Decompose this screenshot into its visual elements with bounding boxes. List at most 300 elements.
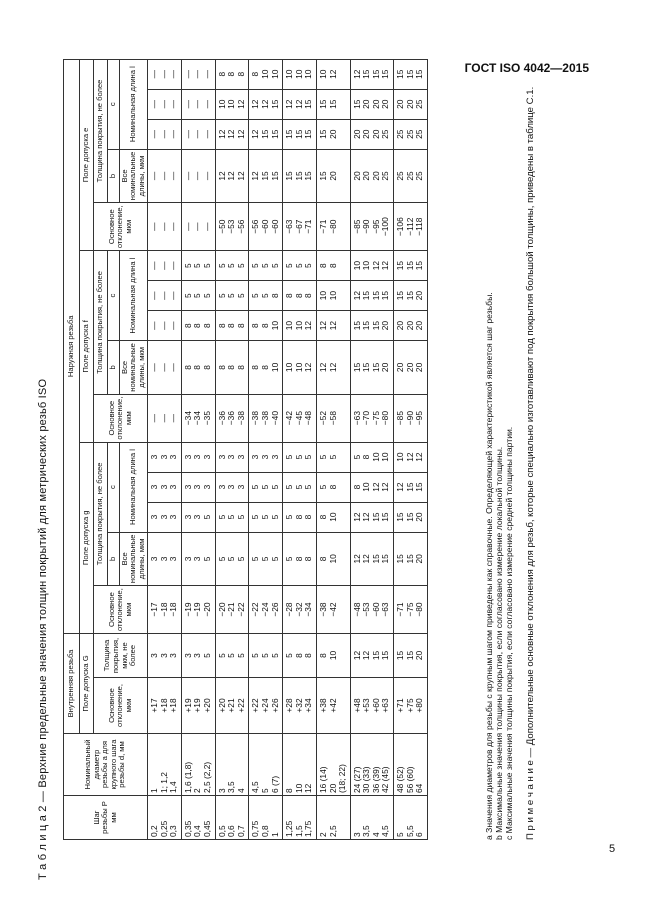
cell-value: +60 (370, 698, 381, 713)
cell-value: 8 (226, 71, 237, 77)
cell-value: 5 (226, 556, 237, 562)
cell-d (249, 734, 283, 796)
cell-value: 0,6 (226, 825, 237, 837)
cell-value: 15 (380, 512, 391, 522)
cell-value: 5 (226, 653, 237, 658)
cell-fb (181, 341, 215, 395)
cell-value: −38 (235, 411, 246, 426)
col-g-fund-dev: Основное отклонение, мкм (94, 586, 148, 634)
cell-e (148, 203, 182, 251)
cell-value: +20 (201, 698, 212, 713)
cell-g2 (350, 472, 393, 502)
cell-f (316, 394, 350, 442)
cell-value: 20 (351, 171, 362, 181)
cell-value: 15 (370, 650, 381, 661)
cell-value: −32 (293, 602, 304, 617)
cell-d (215, 734, 249, 796)
cell-value: 15 (395, 290, 406, 301)
cell-g (394, 586, 428, 634)
cell-value: 8 (327, 484, 338, 490)
cell-value: 42 (45) (380, 766, 391, 793)
cell-gb (181, 532, 215, 586)
cell-value: 5 (284, 514, 295, 520)
cell-value: — (192, 130, 203, 139)
cell-value: −71 (317, 219, 328, 234)
cell-e1 (181, 119, 215, 149)
cell-value: 1,75 (303, 820, 314, 837)
cell-value: +22 (235, 698, 246, 713)
cell-value: — (201, 130, 212, 139)
cell-e1 (215, 119, 249, 149)
cell-f1 (249, 311, 283, 341)
cell-gb (394, 532, 428, 586)
col-diameter: Номинальный диаметр резьбы a для крупного шага резьбы d, мм (64, 734, 148, 796)
cell-value: −38 (250, 411, 261, 426)
cell-value: 5 (284, 263, 295, 268)
cell-value: 8 (317, 653, 328, 658)
cell-eb (394, 149, 428, 203)
cell-value: 5 (269, 556, 280, 562)
cell-value: 3 (235, 484, 246, 490)
cell-e3 (249, 59, 283, 89)
cell-eb (316, 149, 350, 203)
cell-value: 3 (192, 556, 203, 562)
cell-value: −36 (226, 411, 237, 426)
cell-f1 (148, 311, 182, 341)
cell-value: −80 (414, 602, 425, 617)
cell-p (283, 796, 317, 840)
cell-value: −42 (327, 602, 338, 617)
cell-value: 10 (380, 452, 391, 462)
col-e-all-len: Все номинальные длины, мкм (120, 149, 148, 203)
cell-f3 (181, 251, 215, 281)
cell-g3 (148, 442, 182, 472)
cell-value: 0,2 (149, 825, 159, 837)
cell-value: −60 (370, 602, 381, 617)
cell-value: — (192, 70, 203, 79)
cell-value: 15 (404, 554, 415, 564)
cell-value: 5 (317, 484, 328, 490)
cell-value: 20 (414, 554, 425, 564)
cell-value: 0,8 (259, 825, 270, 837)
cell-value: 2,5 (327, 825, 338, 837)
cell-value: 8 (201, 323, 212, 328)
cell-value: 10 (303, 69, 314, 79)
cell-value: 3 (216, 484, 227, 490)
cell-value: 10 (361, 260, 372, 271)
cell-value: 15 (269, 171, 280, 181)
cell-value: −112 (404, 217, 415, 236)
cell-gb (283, 532, 317, 586)
cell-value: 12 (361, 650, 372, 661)
cell-value: 36 (39) (370, 766, 381, 793)
cell-e2 (394, 89, 428, 119)
cell-g1 (148, 502, 182, 532)
cell-Gc (215, 634, 249, 678)
cell-e (283, 203, 317, 251)
cell-value: 5,5 (404, 825, 415, 837)
cell-value: — (182, 70, 193, 79)
cell-value: −67 (293, 219, 304, 234)
cell-value: 15 (293, 129, 304, 139)
cell-value: 15 (380, 650, 391, 661)
cell-value: 15 (361, 69, 372, 79)
cell-value: 12 (235, 99, 246, 109)
cell-value: 8 (216, 365, 227, 370)
cell-value: +34 (303, 698, 314, 713)
cell-value: 8 (293, 293, 304, 298)
col-tol-e: Поле допуска e (80, 59, 94, 250)
cell-g (215, 586, 249, 634)
cell-value: 15 (370, 554, 381, 564)
cell-value: 12 (250, 171, 261, 181)
cell-value: 30 (33) (361, 766, 372, 793)
cell-gb (350, 532, 393, 586)
cell-value: 8 (361, 454, 372, 460)
cell-value: −63 (284, 219, 295, 234)
cell-value: +28 (284, 698, 295, 713)
cell-value: 3 (149, 514, 159, 520)
cell-value: 3 (216, 454, 227, 460)
cell-value: 25 (380, 171, 391, 181)
cell-value: — (168, 413, 179, 423)
cell-value: 15 (259, 171, 270, 181)
cell-value: 20 (395, 320, 406, 331)
footnote-b: b Максимальные значения толщины покрытия, если согласовано измерение локальной толщины. (494, 446, 504, 840)
cell-value: 8 (182, 323, 193, 328)
cell-e3 (283, 59, 317, 89)
cell-g3 (350, 442, 393, 472)
cell-value: 10 (327, 512, 338, 522)
cell-eb (148, 149, 182, 203)
cell-value: 3 (168, 484, 179, 490)
page-number: 5 (609, 843, 616, 855)
cell-value: 5 (269, 263, 280, 268)
cell-g (283, 586, 317, 634)
cell-value: 3 (259, 454, 270, 460)
cell-value: −18 (158, 602, 169, 617)
cell-value: 5 (284, 556, 295, 562)
cell-value: 3 (168, 653, 179, 658)
cell-value: −20 (216, 602, 227, 617)
table-title: Т а б л и ц а 2 — Верхние предельные значения толщин покрытий для метрических резьб ISO (37, 378, 49, 880)
col-f-all-len: Все номинальные длины, мкм (120, 341, 148, 395)
cell-value: −19 (182, 602, 193, 617)
cell-fb (394, 341, 428, 395)
cell-Gc (181, 634, 215, 678)
cell-value: 15 (327, 99, 338, 109)
cell-fb (316, 341, 350, 395)
cell-value: 5 (250, 514, 261, 520)
cell-value: 3 (269, 454, 280, 460)
cell-value: 15 (395, 512, 406, 522)
cell-value: 5 (235, 263, 246, 268)
cell-e (316, 203, 350, 251)
cell-eb (215, 149, 249, 203)
cell-value: 5 (259, 484, 270, 490)
cell-f (215, 394, 249, 442)
cell-value: 8 (269, 293, 280, 298)
cell-value: 8 (317, 556, 328, 562)
cell-value: 3 (182, 484, 193, 490)
cell-value: 15 (269, 99, 280, 109)
cell-value: 8 (303, 556, 314, 562)
cell-value: 15 (293, 171, 304, 181)
cell-value: 10 (327, 554, 338, 564)
cell-value: 12 (284, 99, 295, 109)
cell-value: 20 (370, 129, 381, 139)
cell-G (316, 678, 350, 734)
cell-f3 (215, 251, 249, 281)
cell-value: +80 (414, 698, 425, 713)
cell-value: 20 (361, 99, 372, 109)
cell-value: 5 (284, 653, 295, 658)
cell-value: 5 (216, 263, 227, 268)
cell-value: — (158, 291, 169, 300)
cell-value: −63 (380, 602, 391, 617)
cell-value: 2,5 (2,2) (201, 761, 212, 793)
cell-value: 15 (361, 320, 372, 331)
cell-value: 5 (201, 514, 212, 520)
cell-value: 20 (380, 99, 391, 109)
cell-value: −36 (216, 411, 227, 426)
cell-value: 12 (317, 362, 328, 373)
cell-value: — (149, 171, 159, 181)
cell-g2 (249, 472, 283, 502)
cell-value: 8 (250, 323, 261, 328)
cell-value: 20 (404, 362, 415, 373)
cell-value: −60 (259, 219, 270, 234)
cell-value: 3 (235, 454, 246, 460)
col-f-c: c (108, 251, 120, 341)
cell-g1 (350, 502, 393, 532)
cell-value: 5 (226, 514, 237, 520)
cell-value: +18 (158, 698, 169, 713)
cell-value: 6 (7) (269, 775, 280, 793)
cell-f1 (215, 311, 249, 341)
cell-value: 15 (395, 69, 406, 79)
cell-value: 12 (380, 482, 391, 492)
cell-value: 4,5 (380, 825, 391, 837)
cell-value: 4,5 (250, 781, 261, 793)
cell-e3 (148, 59, 182, 89)
cell-g1 (249, 502, 283, 532)
cell-value: — (192, 171, 203, 181)
cell-value: −38 (259, 411, 270, 426)
cell-value: 3 (158, 514, 169, 520)
cell-f3 (249, 251, 283, 281)
cell-value: 25 (414, 99, 425, 109)
cell-value: 8 (235, 323, 246, 328)
cell-value: 3 (182, 514, 193, 520)
cell-value: −106 (395, 217, 406, 237)
cell-value: −71 (303, 219, 314, 234)
cell-f2 (394, 281, 428, 311)
cell-value: 5 (293, 454, 304, 460)
rotated-page-content (37, 40, 617, 880)
cell-value: — (158, 222, 169, 231)
cell-value: 3 (149, 484, 159, 490)
cell-value: 56 (60) (404, 766, 415, 793)
cell-value: 12 (317, 320, 328, 331)
cell-value: 0,45 (201, 820, 212, 837)
cell-value: 25 (380, 129, 391, 139)
cell-value: −56 (235, 219, 246, 234)
footnote-a: a Значения диаметров для резьбы с крупным шагом приведены как справочные. Определяющей характеристикой является шаг резьбы. (484, 292, 494, 840)
cell-value: 8 (284, 293, 295, 298)
cell-e1 (350, 119, 393, 149)
cell-d (283, 734, 317, 796)
cell-value: 15 (404, 512, 415, 522)
cell-value: — (168, 321, 179, 330)
cell-value: — (168, 291, 179, 300)
cell-value: 12 (361, 512, 372, 522)
cell-value: 15 (303, 129, 314, 139)
cell-f (350, 394, 393, 442)
cell-value: 5 (259, 263, 270, 268)
cell-value: −52 (317, 411, 328, 426)
cell-value: 15 (380, 69, 391, 79)
cell-value: 5 (303, 484, 314, 490)
cell-value: — (149, 222, 159, 231)
col-g-nom-len: Номинальная длина l (120, 442, 148, 532)
cell-value: 12 (380, 260, 391, 271)
cell-Gc (316, 634, 350, 678)
cell-value: −42 (284, 411, 295, 426)
cell-d (148, 734, 182, 796)
cell-value: 15 (317, 171, 328, 181)
cell-g (249, 586, 283, 634)
cell-value: 12 (259, 99, 270, 109)
cell-value: — (158, 413, 169, 423)
cell-value: 15 (303, 99, 314, 109)
cell-Gc (148, 634, 182, 678)
cell-value: 15 (317, 99, 328, 109)
table-row (215, 59, 249, 839)
cell-value: 15 (259, 129, 270, 139)
cell-value: 0,5 (216, 825, 227, 837)
cell-d (181, 734, 215, 796)
cell-e3 (350, 59, 393, 89)
cell-g1 (316, 502, 350, 532)
col-G-coat: Толщина покрытия, мкм, не более (94, 634, 148, 678)
cell-value: 20 (380, 362, 391, 373)
cell-g2 (148, 472, 182, 502)
cell-value: 24 (27) (351, 766, 362, 793)
cell-value: 20 (404, 99, 415, 109)
cell-value: 5 (235, 514, 246, 520)
cell-value: −100 (380, 217, 391, 237)
cell-value: 12 (404, 452, 415, 462)
cell-value: 8 (226, 365, 237, 370)
cell-value: −22 (250, 602, 261, 617)
cell-G (148, 678, 182, 734)
cell-value: −53 (226, 219, 237, 234)
cell-value: 12 (250, 99, 261, 109)
cell-value: 3 (182, 454, 193, 460)
cell-g3 (394, 442, 428, 472)
cell-e3 (394, 59, 428, 89)
col-f-coat: Толщина покрытия, не более (94, 251, 108, 395)
cell-value: 15 (351, 362, 362, 373)
cell-value: 12 (216, 129, 227, 139)
cell-value: 4 (235, 788, 246, 793)
cell-value: −85 (395, 411, 406, 426)
cell-value: +20 (216, 698, 227, 713)
cell-value: 1 (269, 832, 280, 837)
col-internal: Внутренняя резьба (64, 634, 80, 734)
cell-f1 (394, 311, 428, 341)
cell-value: — (158, 321, 169, 330)
col-g-coat: Толщина покрытия, не более (94, 442, 108, 586)
cell-value: −26 (269, 602, 280, 617)
cell-f2 (316, 281, 350, 311)
cell-value: 20 (380, 320, 391, 331)
cell-value: 15 (361, 362, 372, 373)
cell-value: 3 (182, 653, 193, 658)
cell-value: 3 (182, 556, 193, 562)
cell-value: 12 (303, 320, 314, 331)
cell-value: 15 (414, 260, 425, 271)
cell-value: 3 (168, 514, 179, 520)
cell-value: — (158, 171, 169, 181)
cell-value: 3 (158, 556, 169, 562)
cell-value: 3 (158, 653, 169, 658)
cell-value: 1,5 (293, 825, 304, 837)
cell-value: 12 (327, 69, 338, 79)
cell-value: — (168, 222, 179, 231)
cell-value: 5 (192, 293, 203, 298)
cell-value: 12 (370, 260, 381, 271)
cell-value: +22 (250, 698, 261, 713)
cell-value: 20 (414, 290, 425, 301)
cell-e2 (316, 89, 350, 119)
cell-value: 15 (414, 482, 425, 492)
cell-value: −75 (370, 411, 381, 426)
cell-value: 12 (226, 129, 237, 139)
cell-value: −17 (149, 602, 159, 617)
cell-value: 15 (380, 554, 391, 564)
cell-e (394, 203, 428, 251)
table-row (350, 59, 393, 839)
cell-value: −48 (351, 602, 362, 617)
table-note: П р и м е ч а н и е — Дополнительные основные отклонения для резьб, которые специально изготавливают под покрытия большой толщины, приведены в таблице С.1. (525, 86, 536, 840)
cell-value: 10 (293, 783, 304, 793)
cell-G (249, 678, 283, 734)
cell-Gc (249, 634, 283, 678)
cell-f (249, 394, 283, 442)
cell-f (148, 394, 182, 442)
cell-value: — (182, 130, 193, 139)
cell-g3 (283, 442, 317, 472)
cell-fb (215, 341, 249, 395)
cell-value: 48 (52) (395, 766, 406, 793)
cell-value: 5 (317, 454, 328, 460)
cell-value: 5 (201, 293, 212, 298)
col-g-b: b (108, 532, 120, 586)
cell-e2 (283, 89, 317, 119)
cell-Gc (350, 634, 393, 678)
cell-value: 25 (395, 171, 406, 181)
cell-value: 3 (192, 514, 203, 520)
cell-value: −75 (404, 602, 415, 617)
cell-gb (316, 532, 350, 586)
cell-value: 8 (226, 323, 237, 328)
cell-value: 25 (404, 171, 415, 181)
col-e-coat: Толщина покрытия, не более (94, 59, 108, 203)
cell-value: 3,5 (361, 825, 372, 837)
cell-value: 15 (395, 554, 406, 564)
